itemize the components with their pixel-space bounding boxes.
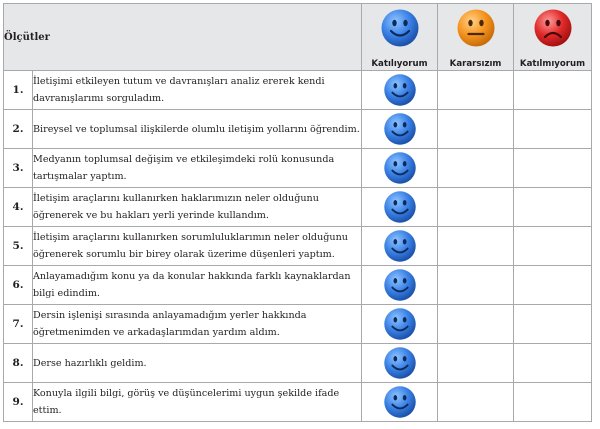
agree-cell[interactable] [362,344,438,383]
disagree-cell[interactable] [514,71,592,110]
undecided-label: Kararsızım [449,59,502,69]
row-number: 3. [4,149,33,188]
row-number: 2. [4,110,33,149]
row-number: 7. [4,305,33,344]
agree-cell[interactable] [362,188,438,227]
table-row [4,305,592,344]
disagree-cell[interactable] [514,266,592,305]
undecided-cell[interactable] [438,266,514,305]
smiley-face-icon [383,346,417,380]
smiley-face-icon [383,112,417,146]
smiley-face-icon [380,8,420,48]
row-number: 9. [4,383,33,422]
smiley-face-icon [383,73,417,107]
undecided-cell[interactable] [438,305,514,344]
criteria-body [4,71,592,422]
undecided-cell[interactable] [438,188,514,227]
disagree-label: Katılmıyorum [519,59,586,69]
undecided-cell[interactable] [438,383,514,422]
criterion-text: İletişimi etkileyen tutum ve davranışları analiz ererek kendi davranışlarımı sorguladım. [33,71,362,110]
agree-cell[interactable] [362,71,438,110]
criterion-text: Anlayamadığım konu ya da konular hakkında farklı kaynaklardan bilgi edindim. [33,266,362,305]
disagree-cell[interactable] [514,110,592,149]
undecided-column-header [438,4,514,71]
row-number: 8. [4,344,33,383]
table-row [4,71,592,110]
smiley-face-icon [383,229,417,263]
criterion-text: İletişim araçlarını kullanırken sorumluluklarımın neler olduğunu öğrenerek sorumlu bir birey olarak üzerime düşenleri yaptım. [33,227,362,266]
criterion-text: Dersin işlenişi sırasında anlayamadığım yerler hakkında öğretmenimden ve arkadaşlarımdan yardım aldım. [33,305,362,344]
self-evaluation-table [3,3,592,422]
criteria-header: Ölçütler [4,4,362,71]
table-row [4,266,592,305]
table-row [4,344,592,383]
agree-cell[interactable] [362,383,438,422]
neutral-face-icon [456,8,496,48]
table-row [4,383,592,422]
criterion-text: İletişim araçlarını kullanırken haklarımızın neler olduğunu öğrenerek ve bu hakları yerli yerinde kullandım. [33,188,362,227]
smiley-face-icon [383,268,417,302]
table-header-row [4,4,592,71]
row-number: 5. [4,227,33,266]
undecided-cell[interactable] [438,71,514,110]
criterion-text: Bireysel ve toplumsal ilişkilerde olumlu iletişim yollarını öğrendim. [33,110,362,149]
disagree-cell[interactable] [514,188,592,227]
disagree-cell[interactable] [514,227,592,266]
row-number: 6. [4,266,33,305]
smiley-face-icon [383,385,417,419]
row-number: 1. [4,71,33,110]
disagree-cell[interactable] [514,344,592,383]
agree-label: Katılıyorum [371,59,428,69]
undecided-cell[interactable] [438,110,514,149]
undecided-cell[interactable] [438,344,514,383]
row-number: 4. [4,188,33,227]
undecided-cell[interactable] [438,149,514,188]
agree-column-header [362,4,438,71]
agree-cell[interactable] [362,110,438,149]
smiley-face-icon [383,151,417,185]
agree-cell[interactable] [362,149,438,188]
table-row [4,149,592,188]
agree-cell[interactable] [362,305,438,344]
disagree-cell[interactable] [514,149,592,188]
table-row [4,110,592,149]
table-row [4,188,592,227]
criterion-text: Konuyla ilgili bilgi, görüş ve düşüncelerimi uygun şekilde ifade ettim. [33,383,362,422]
smiley-face-icon [383,190,417,224]
sad-face-icon [533,8,573,48]
undecided-cell[interactable] [438,227,514,266]
criterion-text: Derse hazırlıklı geldim. [33,344,362,383]
disagree-cell[interactable] [514,305,592,344]
criterion-text: Medyanın toplumsal değişim ve etkileşimdeki rolü konusunda tartışmalar yaptım. [33,149,362,188]
table-row [4,227,592,266]
disagree-column-header [514,4,592,71]
agree-cell[interactable] [362,266,438,305]
agree-cell[interactable] [362,227,438,266]
disagree-cell[interactable] [514,383,592,422]
smiley-face-icon [383,307,417,341]
